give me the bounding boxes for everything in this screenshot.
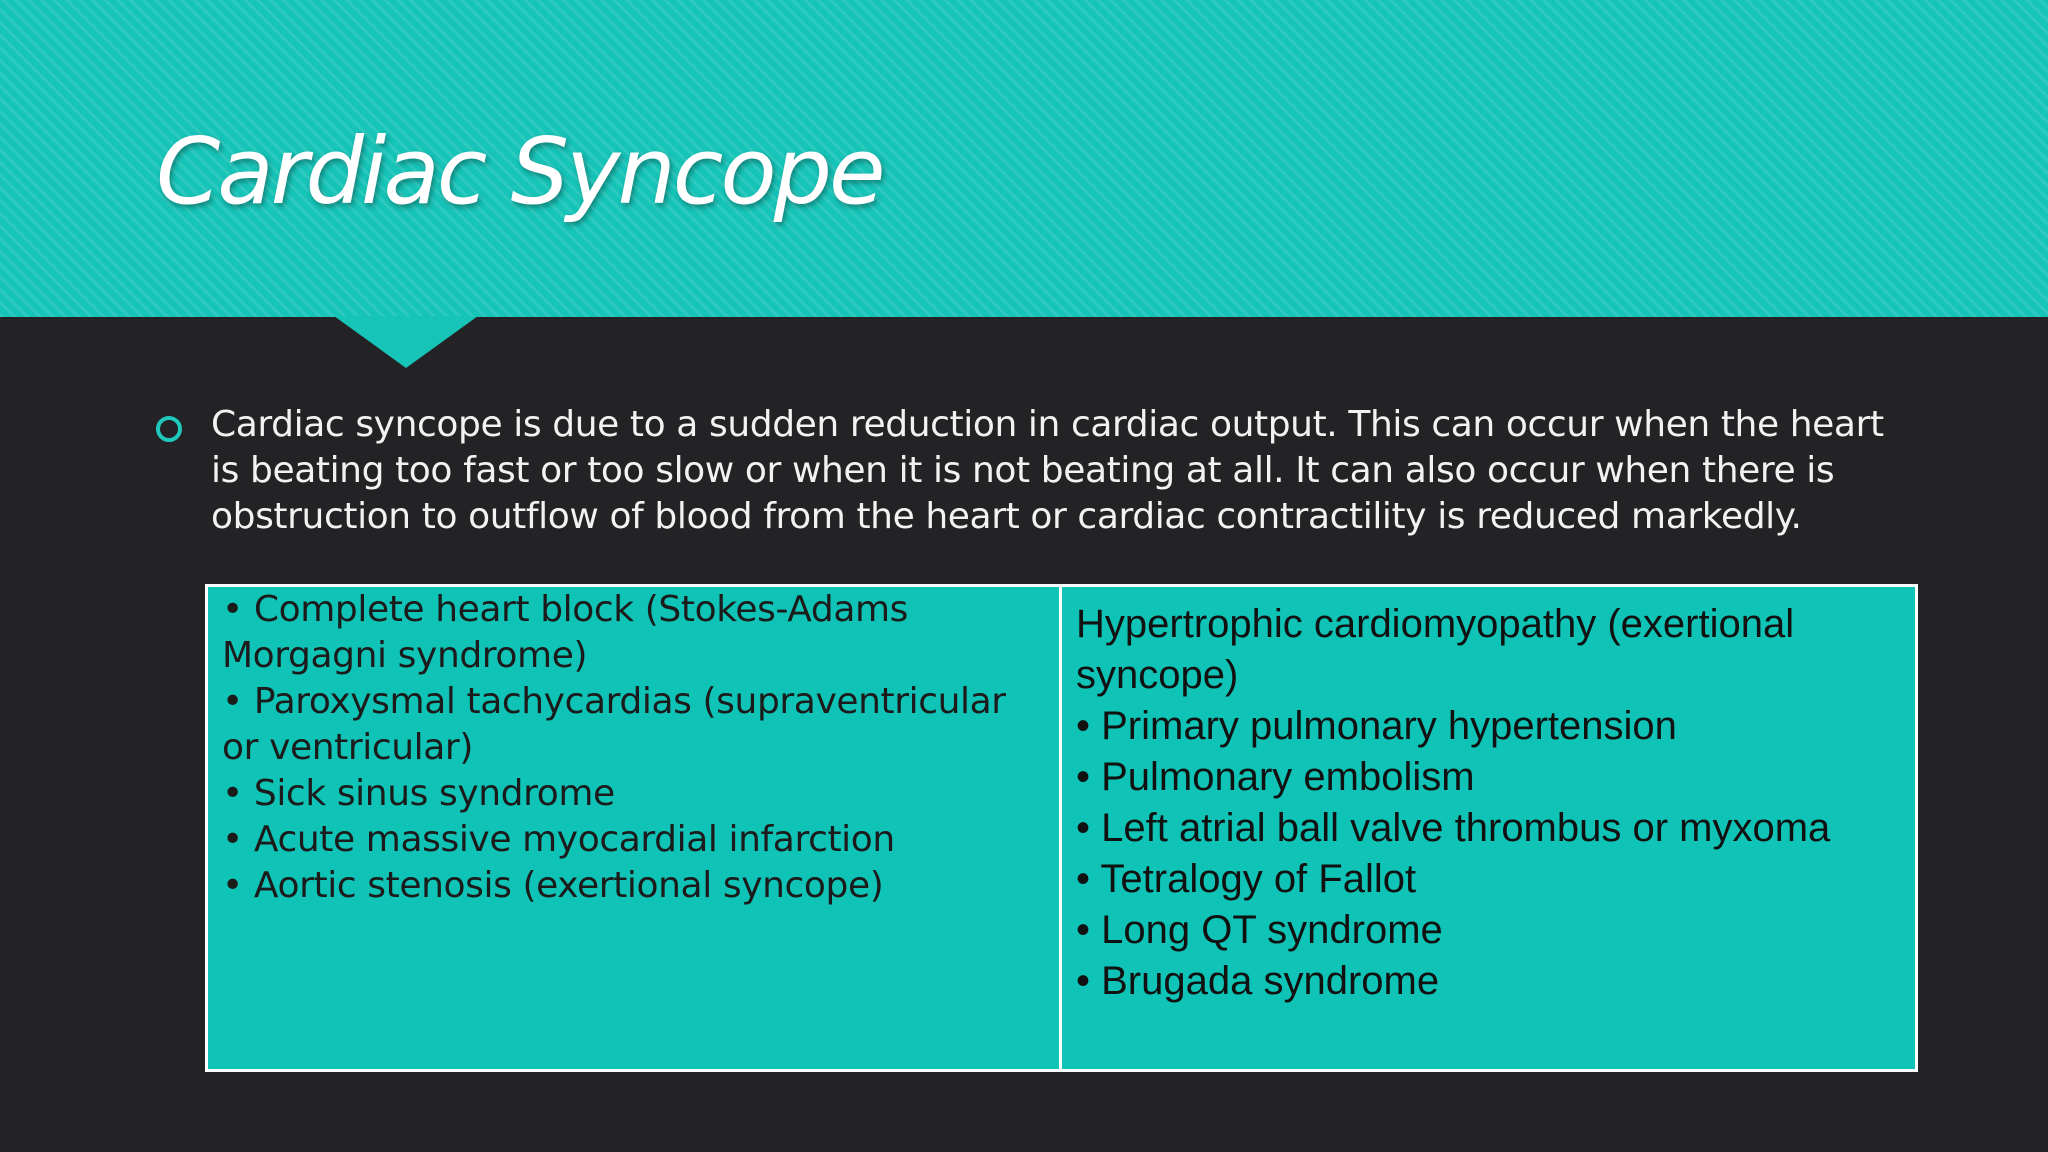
ring-bullet-icon xyxy=(156,416,182,442)
right-cause-list xyxy=(1062,587,1915,1007)
list-item: • Brugada syndrome xyxy=(1076,959,1440,1003)
list-item: • Sick sinus syndrome xyxy=(222,773,615,814)
list-item: • Complete heart block (Stokes-Adams Morgagni syndrome) xyxy=(222,589,909,676)
list-item: • Pulmonary embolism xyxy=(1076,755,1475,799)
table-row xyxy=(207,586,1917,1071)
list-item: • Left atrial ball valve thrombus or myxoma xyxy=(1076,806,1831,850)
list-item: Hypertrophic cardiomyopathy (exertional syncope) xyxy=(1076,602,1795,697)
bullet-text: Cardiac syncope is due to a sudden reduction in cardiac output. This can occur when the heart is beating too fast or too slow or when it is not beating at all. It can also occur when there is obstruction to outflow of blood from the heart or cardiac contractility is reduced markedly. xyxy=(211,404,1884,537)
list-item: • Aortic stenosis (exertional syncope) xyxy=(222,865,884,906)
slide-title: Cardiac Syncope xyxy=(156,118,883,225)
list-item: • Long QT syndrome xyxy=(1076,908,1443,952)
left-cause-list xyxy=(208,587,1059,909)
list-item: • Acute massive myocardial infarction xyxy=(222,819,895,860)
list-item: • Tetralogy of Fallot xyxy=(1076,857,1417,901)
causes-table xyxy=(205,584,1918,1072)
table-cell-right xyxy=(1061,586,1917,1071)
list-item: • Paroxysmal tachycardias (supraventricular or ventricular) xyxy=(222,681,1006,768)
header-notch xyxy=(334,316,478,368)
table-cell-left xyxy=(207,586,1061,1071)
list-item: • Primary pulmonary hypertension xyxy=(1076,704,1677,748)
